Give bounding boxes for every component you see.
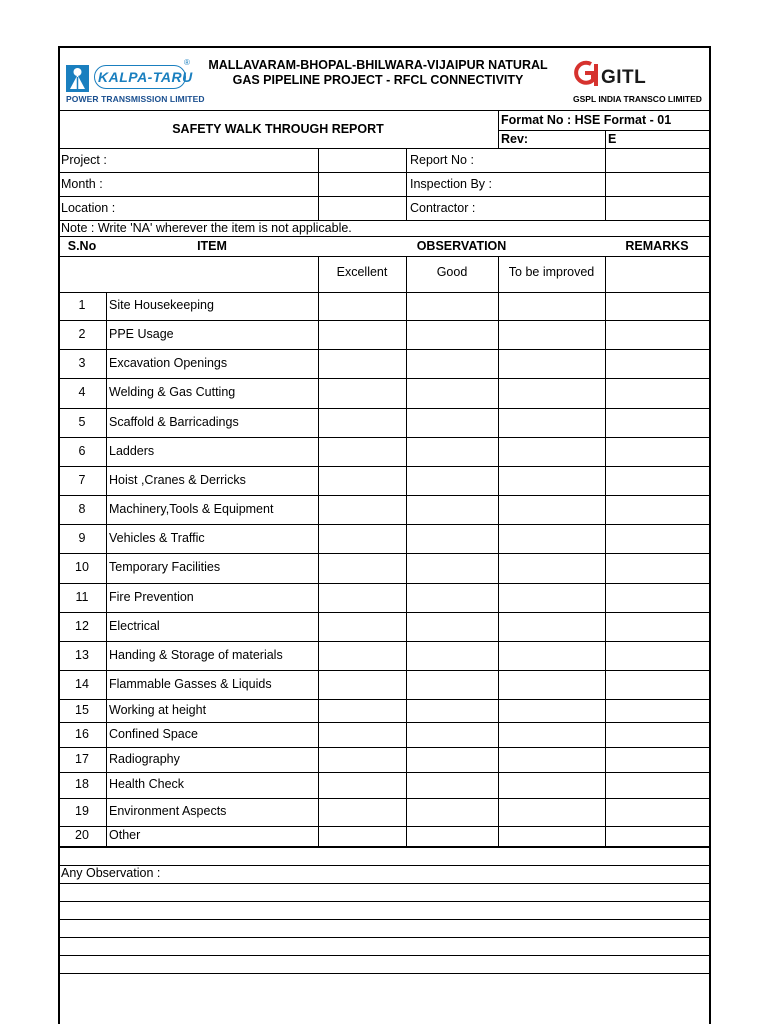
- to-be-improved-cell[interactable]: [499, 554, 605, 583]
- gitl-logo-name: GITL: [601, 67, 647, 88]
- sno-header: S.No: [67, 239, 97, 253]
- report-no-field[interactable]: [606, 149, 709, 172]
- good-cell[interactable]: [407, 379, 498, 408]
- good-header: Good: [436, 265, 468, 279]
- remarks-cell[interactable]: [606, 671, 710, 699]
- top-border: [58, 46, 711, 48]
- excellent-cell[interactable]: [319, 584, 406, 612]
- to-be-improved-cell[interactable]: [499, 748, 605, 772]
- row-number: 10: [75, 560, 89, 574]
- row-number: 19: [75, 804, 89, 818]
- row-number: 6: [78, 443, 86, 458]
- month-label: Month :: [61, 177, 103, 191]
- row-item: Other: [109, 828, 141, 842]
- excellent-cell[interactable]: [319, 350, 406, 378]
- to-be-improved-cell[interactable]: [499, 584, 605, 612]
- gitl-logo-subtitle: GSPL INDIA TRANSCO LIMITED: [573, 94, 702, 104]
- location-field[interactable]: [319, 197, 406, 220]
- to-be-improved-cell[interactable]: [499, 613, 605, 641]
- remarks-cell[interactable]: [606, 799, 710, 826]
- row-number: 15: [75, 702, 89, 717]
- kalpataru-logo-subtitle: POWER TRANSMISSION LIMITED: [66, 94, 205, 104]
- remarks-header: REMARKS: [625, 239, 689, 253]
- row-number: 12: [75, 618, 89, 633]
- kalpataru-logo-name: KALPA-TARU: [98, 69, 193, 85]
- row-item: PPE Usage: [109, 326, 174, 341]
- remarks-cell[interactable]: [606, 554, 710, 583]
- row-item: Confined Space: [109, 726, 198, 741]
- row-item: Fire Prevention: [109, 589, 194, 604]
- observation-line: [58, 937, 710, 938]
- row-item: Ladders: [109, 443, 155, 458]
- excellent-cell[interactable]: [319, 409, 406, 437]
- row-number: 14: [75, 676, 89, 691]
- good-cell[interactable]: [407, 350, 498, 378]
- row-number: 1: [78, 298, 86, 312]
- excellent-cell[interactable]: [319, 700, 406, 722]
- excellent-cell[interactable]: [319, 438, 406, 466]
- remarks-cell[interactable]: [606, 293, 710, 320]
- any-observation-label: Any Observation :: [61, 866, 161, 880]
- to-be-improved-cell[interactable]: [499, 293, 605, 320]
- observation-line: [58, 973, 710, 974]
- excellent-cell[interactable]: [319, 671, 406, 699]
- inspection-by-label: Inspection By :: [410, 177, 492, 191]
- contractor-label: Contractor :: [410, 201, 476, 215]
- project-field[interactable]: [319, 149, 406, 172]
- gitl-logo: [570, 58, 702, 108]
- row-item: Vehicles & Traffic: [109, 530, 205, 545]
- excellent-cell[interactable]: [319, 554, 406, 583]
- good-cell[interactable]: [407, 827, 498, 846]
- remarks-cell[interactable]: [606, 409, 710, 437]
- row-item: Handing & Storage of materials: [109, 647, 283, 662]
- project-title: [196, 58, 560, 88]
- good-cell[interactable]: [407, 554, 498, 583]
- revision-value: E: [608, 132, 617, 146]
- excellent-cell[interactable]: [319, 613, 406, 641]
- project-title-line-2: GAS PIPELINE PROJECT - RFCL CONNECTIVITY: [232, 73, 524, 87]
- remarks-cell[interactable]: [606, 350, 710, 378]
- to-be-improved-cell[interactable]: [499, 799, 605, 826]
- revision-label: Rev:: [501, 132, 529, 146]
- good-cell[interactable]: [407, 321, 498, 349]
- to-be-improved-cell[interactable]: [499, 671, 605, 699]
- note: Note : Write 'NA' wherever the item is not applicable.: [61, 221, 352, 235]
- to-be-improved-cell[interactable]: [499, 723, 605, 747]
- row-number: 2: [78, 326, 86, 341]
- contractor-field[interactable]: [606, 197, 709, 220]
- remarks-cell[interactable]: [606, 525, 710, 553]
- kalpataru-logo: [64, 57, 205, 107]
- to-be-improved-cell[interactable]: [499, 700, 605, 722]
- report-no-label: Report No :: [410, 153, 474, 167]
- row-item: Environment Aspects: [109, 804, 227, 818]
- excellent-cell[interactable]: [319, 293, 406, 320]
- observation-line: [58, 919, 710, 920]
- good-cell[interactable]: [407, 748, 498, 772]
- remarks-cell[interactable]: [606, 773, 710, 798]
- good-cell[interactable]: [407, 467, 498, 495]
- observation-line: [58, 883, 710, 884]
- remarks-cell[interactable]: [606, 613, 710, 641]
- row-item: Temporary Facilities: [109, 560, 221, 574]
- remarks-cell[interactable]: [606, 642, 710, 670]
- excellent-cell[interactable]: [319, 827, 406, 846]
- observation-header: OBSERVATION: [416, 239, 507, 253]
- inspection-by-field[interactable]: [606, 173, 709, 196]
- remarks-cell[interactable]: [606, 584, 710, 612]
- to-be-improved-cell[interactable]: [499, 379, 605, 408]
- remarks-cell[interactable]: [606, 827, 710, 846]
- remarks-cell[interactable]: [606, 379, 710, 408]
- to-be-improved-cell[interactable]: [499, 827, 605, 846]
- month-field[interactable]: [319, 173, 406, 196]
- report-title: SAFETY WALK THROUGH REPORT: [172, 122, 384, 136]
- excellent-cell[interactable]: [319, 773, 406, 798]
- good-cell[interactable]: [407, 496, 498, 524]
- project-label: Project :: [61, 153, 107, 167]
- observation-line: [58, 865, 710, 866]
- good-cell[interactable]: [407, 525, 498, 553]
- row-number: 8: [78, 501, 86, 516]
- row-item: Site Housekeeping: [109, 298, 214, 312]
- good-cell[interactable]: [407, 293, 498, 320]
- row-item: Flammable Gasses & Liquids: [109, 676, 272, 691]
- row-item: Health Check: [109, 777, 185, 791]
- remarks-cell[interactable]: [606, 467, 710, 495]
- good-cell[interactable]: [407, 700, 498, 722]
- good-cell[interactable]: [407, 642, 498, 670]
- remarks-cell[interactable]: [606, 723, 710, 747]
- to-be-improved-cell[interactable]: [499, 642, 605, 670]
- row-number: 20: [75, 828, 89, 842]
- good-cell[interactable]: [407, 723, 498, 747]
- row-number: 11: [75, 589, 89, 604]
- row-number: 17: [75, 751, 89, 766]
- row-item: Scaffold & Barricadings: [109, 414, 239, 429]
- registered-mark: ®: [184, 58, 190, 67]
- excellent-cell[interactable]: [319, 525, 406, 553]
- good-cell[interactable]: [407, 409, 498, 437]
- remarks-cell[interactable]: [606, 700, 710, 722]
- excellent-cell[interactable]: [319, 642, 406, 670]
- format-number: Format No : HSE Format - 01: [501, 113, 672, 127]
- good-cell[interactable]: [407, 671, 498, 699]
- row-item: Welding & Gas Cutting: [109, 385, 236, 399]
- project-title-line-1: MALLAVARAM-BHOPAL-BHILWARA-VIJAIPUR NATURAL: [208, 58, 548, 72]
- row-number: 13: [75, 647, 89, 662]
- good-cell[interactable]: [407, 613, 498, 641]
- excellent-cell[interactable]: [319, 723, 406, 747]
- remarks-cell[interactable]: [606, 496, 710, 524]
- to-be-improved-cell[interactable]: [499, 438, 605, 466]
- remarks-cell[interactable]: [606, 438, 710, 466]
- excellent-cell[interactable]: [319, 799, 406, 826]
- excellent-cell[interactable]: [319, 379, 406, 408]
- row-number: 7: [78, 472, 86, 487]
- to-be-improved-header: To be improved: [508, 265, 595, 279]
- to-be-improved-cell[interactable]: [499, 409, 605, 437]
- row-number: 3: [78, 355, 86, 370]
- row-number: 4: [78, 385, 86, 399]
- good-cell[interactable]: [407, 584, 498, 612]
- excellent-cell[interactable]: [319, 321, 406, 349]
- excellent-cell[interactable]: [319, 496, 406, 524]
- row-number: 9: [78, 530, 86, 545]
- to-be-improved-cell[interactable]: [499, 496, 605, 524]
- excellent-header: Excellent: [336, 265, 388, 279]
- to-be-improved-cell[interactable]: [499, 525, 605, 553]
- row-item: Radiography: [109, 751, 180, 766]
- gitl-logo-icon: [572, 58, 602, 92]
- excellent-cell[interactable]: [319, 748, 406, 772]
- to-be-improved-cell[interactable]: [499, 350, 605, 378]
- row-number: 16: [75, 726, 89, 741]
- row-item: Excavation Openings: [109, 355, 228, 370]
- observation-line: [58, 955, 710, 956]
- row-number: 18: [75, 777, 89, 791]
- to-be-improved-cell[interactable]: [499, 321, 605, 349]
- item-header: ITEM: [197, 239, 227, 253]
- good-cell[interactable]: [407, 773, 498, 798]
- good-cell[interactable]: [407, 438, 498, 466]
- remarks-cell[interactable]: [606, 748, 710, 772]
- row-item: Working at height: [109, 702, 207, 717]
- row-item: Electrical: [109, 618, 160, 633]
- excellent-cell[interactable]: [319, 467, 406, 495]
- location-label: Location :: [61, 201, 116, 215]
- good-cell[interactable]: [407, 799, 498, 826]
- observation-line: [58, 901, 710, 902]
- to-be-improved-cell[interactable]: [499, 773, 605, 798]
- row-item: Machinery,Tools & Equipment: [109, 501, 274, 516]
- row-number: 5: [78, 414, 86, 429]
- row-item: Hoist ,Cranes & Derricks: [109, 472, 246, 487]
- remarks-cell[interactable]: [606, 321, 710, 349]
- to-be-improved-cell[interactable]: [499, 467, 605, 495]
